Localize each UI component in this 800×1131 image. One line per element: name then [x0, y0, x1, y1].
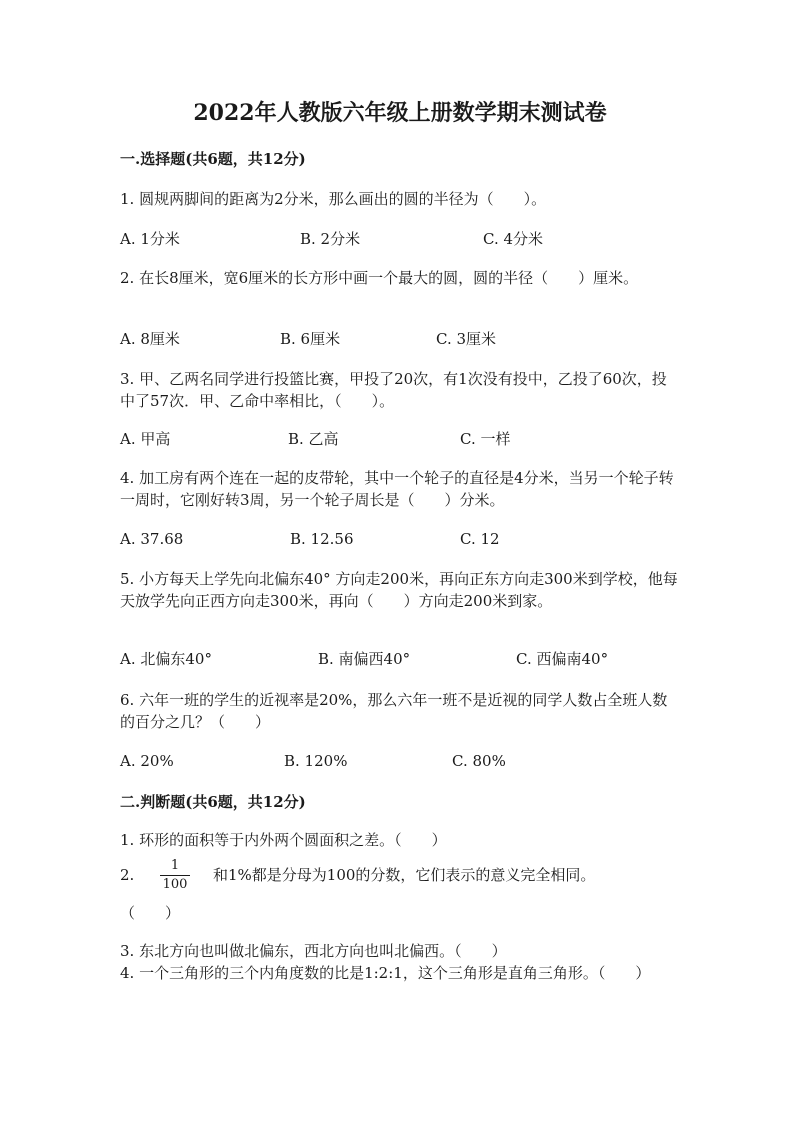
judgment-2-number: 2.	[120, 866, 135, 884]
q2-option-a: A. 8厘米	[120, 330, 180, 348]
section-heading-multiple-choice: 一.选择题(共6题，共12分)	[120, 150, 306, 168]
q1-option-c: C. 4分米	[483, 230, 544, 248]
question-1: 1. 圆规两脚间的距离为2分米，那么画出的圆的半径为（ ）。	[120, 190, 547, 208]
judgment-1: 1. 环形的面积等于内外两个圆面积之差。（ ）	[120, 831, 447, 849]
q6-option-b: B. 120%	[284, 752, 348, 770]
q1-option-a: A. 1分米	[120, 230, 180, 248]
fraction-bar	[160, 875, 190, 876]
q2-option-c: C. 3厘米	[436, 330, 497, 348]
q3-option-b: B. 乙高	[288, 430, 339, 448]
judgment-4: 4. 一个三角形的三个内角度数的比是1:2:1，这个三角形是直角三角形。（ ）	[120, 964, 651, 982]
q6-option-c: C. 80%	[452, 752, 506, 770]
judgment-2-text: 和1%都是分母为100的分数，它们表示的意义完全相同。	[213, 866, 596, 884]
fraction-denominator: 100	[162, 877, 188, 892]
question-5: 5. 小方每天上学先向北偏东40° 方向走200米，再向正东方向走300米到学校，他每天放学先向正西方向走300米，再向（ ）方向走200米到家。	[120, 570, 678, 610]
q4-option-b: B. 12.56	[290, 530, 354, 548]
page-title: 2022年人教版六年级上册数学期末测试卷	[193, 100, 607, 126]
q3-option-a: A. 甲高	[120, 430, 171, 448]
q6-option-a: A. 20%	[120, 752, 174, 770]
fraction	[160, 858, 190, 893]
question-4: 4. 加工房有两个连在一起的皮带轮，其中一个轮子的直径是4分米，当另一个轮子转一周时，它刚好转3周，另一个轮子周长是（ ）分米。	[120, 469, 674, 509]
section-heading-true-false: 二.判断题(共6题，共12分)	[120, 793, 306, 811]
judgment-3: 3. 东北方向也叫做北偏东，西北方向也叫北偏西。（ ）	[120, 942, 507, 960]
fraction-numerator: 1	[170, 858, 180, 873]
q5-option-a: A. 北偏东40°	[120, 650, 212, 668]
q4-option-a: A. 37.68	[120, 530, 184, 548]
question-2: 2. 在长8厘米，宽6厘米的长方形中画一个最大的圆，圆的半径（ ）厘米。	[120, 269, 639, 287]
q3-option-c: C. 一样	[460, 430, 511, 448]
q2-option-b: B. 6厘米	[280, 330, 341, 348]
question-6: 6. 六年一班的学生的近视率是20%，那么六年一班不是近视的同学人数占全班人数的百分之几？（ ）	[120, 691, 668, 731]
question-3: 3. 甲、乙两名同学进行投篮比赛，甲投了20次，有1次没有投中，乙投了60次，投中了57次．甲、乙命中率相比，（ ）。	[120, 370, 667, 410]
q5-option-b: B. 南偏西40°	[318, 650, 411, 668]
judgment-2-answer-blank: （ ）	[120, 904, 181, 922]
q5-option-c: C. 西偏南40°	[516, 650, 609, 668]
q4-option-c: C. 12	[460, 530, 500, 548]
q1-option-b: B. 2分米	[300, 230, 361, 248]
